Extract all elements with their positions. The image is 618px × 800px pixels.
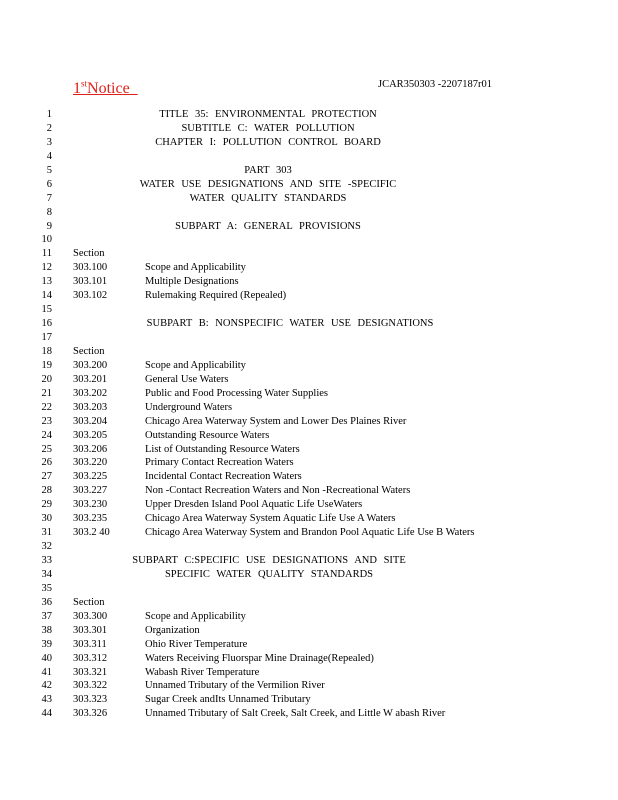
section-number: 303.322 (73, 680, 108, 692)
document-line (0, 387, 618, 401)
document-line (0, 192, 618, 206)
line-number: 2 (46, 122, 52, 134)
line-number: 6 (46, 178, 52, 190)
section-number: 303.323 (73, 694, 108, 706)
section-number: 303.205 (73, 429, 108, 441)
section-number: 303.203 (73, 401, 108, 413)
line-number: 31 (41, 527, 52, 539)
line-number: 27 (41, 471, 52, 483)
section-number: 303.225 (73, 471, 108, 483)
section-title: Outstanding Resource Waters (145, 429, 270, 441)
section-number: 303.100 (73, 262, 108, 274)
document-line (0, 693, 618, 707)
heading-text: SUBPART B: NONSPECIFIC WATER USE DESIGNATIONS (146, 318, 434, 330)
document-line (0, 554, 618, 568)
section-title: Wabash River Temperature (145, 666, 260, 678)
section-number: 303.301 (73, 624, 108, 636)
line-number: 16 (41, 318, 52, 330)
section-title: Ohio River Temperature (145, 638, 248, 650)
heading-text: TITLE 35: ENVIRONMENTAL PROTECTION (159, 109, 377, 120)
section-number: 303.311 (73, 638, 107, 650)
line-number: 18 (41, 345, 52, 357)
line-number: 15 (41, 304, 52, 316)
line-number: 4 (46, 150, 52, 162)
document-line (0, 220, 618, 234)
section-title: Upper Dresden Island Pool Aquatic Life UseWaters (145, 499, 363, 511)
line-number: 3 (46, 136, 52, 148)
line-number: 41 (41, 666, 52, 678)
line-number: 9 (46, 220, 52, 232)
section-number: 303.321 (73, 666, 108, 678)
document-line (0, 666, 618, 680)
section-number: 303.101 (73, 276, 108, 288)
section-title: Underground Waters (145, 401, 233, 413)
section-title: Primary Contact Recreation Waters (145, 457, 294, 469)
line-number: 36 (41, 596, 52, 608)
line-number: 1 (46, 109, 52, 120)
heading-text: SPECIFIC WATER QUALITY STANDARDS (164, 568, 374, 580)
document-line (0, 359, 618, 373)
document-line (0, 150, 618, 164)
line-number: 5 (46, 164, 52, 176)
section-number: Section (73, 248, 105, 260)
document-line (0, 317, 618, 331)
line-number: 26 (41, 457, 52, 469)
heading-text: WATER QUALITY STANDARDS (189, 192, 347, 204)
section-title: Incidental Contact Recreation Waters (145, 471, 302, 483)
document-line (0, 164, 618, 178)
document-line (0, 512, 618, 526)
heading-text: SUBPART C:SPECIFIC USE DESIGNATIONS AND SITE (132, 555, 406, 566)
line-number: 11 (41, 248, 52, 260)
notice-superscript: st (81, 79, 88, 89)
line-number: 25 (41, 443, 52, 455)
section-title: Chicago Area Waterway System Aquatic Life Use A Waters (145, 513, 396, 525)
section-title: Chicago Area Waterway System and Brandon Pool Aquatic Life Use B Waters (145, 527, 475, 539)
line-number: 37 (41, 610, 52, 622)
document-line (0, 652, 618, 666)
line-number: 38 (41, 624, 52, 636)
section-title: Multiple Designations (145, 276, 239, 288)
line-number: 19 (41, 359, 52, 371)
section-number: 303.227 (73, 485, 108, 497)
section-title: Sugar Creek andIts Unnamed Tributary (145, 694, 311, 706)
document-line (0, 679, 618, 693)
section-number: 303.206 (73, 443, 108, 455)
section-number: 303.235 (73, 513, 108, 525)
line-number: 33 (41, 555, 52, 566)
section-title: Chicago Area Waterway System and Lower Des Plaines River (145, 415, 407, 427)
section-title: Public and Food Processing Water Supplies (145, 387, 328, 399)
section-number: 303.326 (73, 708, 108, 720)
document-code: JCAR350303 -2207187r01 (378, 79, 493, 90)
line-number: 40 (41, 652, 52, 664)
line-number: 42 (41, 680, 52, 692)
document-line (0, 443, 618, 457)
heading-text: SUBTITLE C: WATER POLLUTION (181, 122, 355, 134)
section-title: General Use Waters (145, 373, 229, 385)
document-line (0, 289, 618, 303)
section-number: Section (73, 345, 105, 357)
document-line (0, 233, 618, 247)
section-number: 303.200 (73, 359, 108, 371)
line-number: 34 (41, 568, 52, 580)
line-number: 30 (41, 513, 52, 525)
line-number: 8 (46, 206, 52, 218)
document-line (0, 456, 618, 470)
section-title: Scope and Applicability (145, 359, 246, 371)
document-line (0, 610, 618, 624)
line-number: 7 (46, 192, 52, 204)
document-line (0, 707, 618, 721)
line-number: 14 (41, 290, 52, 302)
line-number: 44 (41, 708, 52, 720)
document-line (0, 526, 618, 540)
line-number: 10 (41, 234, 52, 246)
document-line (0, 373, 618, 387)
document-line (0, 470, 618, 484)
section-title: Organization (145, 624, 200, 636)
line-number: 28 (41, 485, 52, 497)
section-number: 303.102 (73, 290, 108, 302)
document-line (0, 401, 618, 415)
section-title: Unnamed Tributary of the Vermilion River (145, 680, 325, 692)
document-line (0, 568, 618, 582)
document-line (0, 540, 618, 554)
document-line (0, 247, 618, 261)
document-line (0, 582, 618, 596)
heading-text: CHAPTER I: POLLUTION CONTROL BOARD (155, 136, 381, 148)
line-number: 39 (41, 638, 52, 650)
section-number: 303.2 40 (73, 527, 110, 539)
section-number: 303.300 (73, 610, 108, 622)
document-line (0, 498, 618, 512)
document-line (0, 178, 618, 192)
line-number: 21 (41, 387, 52, 399)
document-line (0, 331, 618, 345)
section-title: Scope and Applicability (145, 610, 246, 622)
line-number: 32 (41, 541, 52, 553)
document-line (0, 484, 618, 498)
line-number: 23 (41, 415, 52, 427)
document-line (0, 122, 618, 136)
document-line (0, 303, 618, 317)
document-line (0, 638, 618, 652)
line-number: 35 (41, 582, 52, 594)
section-title: Rulemaking Required (Repealed) (145, 290, 287, 302)
document-line (0, 206, 618, 220)
section-title: List of Outstanding Resource Waters (145, 443, 300, 455)
document-line (0, 275, 618, 289)
document-line (0, 261, 618, 275)
document-line (0, 108, 618, 122)
section-number: 303.220 (73, 457, 108, 469)
section-number: Section (73, 596, 105, 608)
section-title: Non -Contact Recreation Waters and Non -Recreational Waters (145, 485, 411, 497)
line-number: 43 (41, 694, 52, 706)
line-number: 20 (41, 373, 52, 385)
document-line (0, 136, 618, 150)
document-line (0, 624, 618, 638)
notice-prefix: 1 (73, 80, 81, 98)
heading-text: WATER USE DESIGNATIONS AND SITE -SPECIFIC (139, 178, 397, 190)
line-number: 13 (41, 276, 52, 288)
line-number: 22 (41, 401, 52, 413)
section-title: Scope and Applicability (145, 262, 246, 274)
section-number: 303.312 (73, 652, 108, 664)
section-title: Waters Receiving Fluorspar Mine Drainage(Repealed) (145, 652, 374, 664)
document-body (0, 108, 618, 721)
section-number: 303.201 (73, 373, 108, 385)
section-title: Unnamed Tributary of Salt Creek, Salt Creek, and Little W abash River (145, 708, 446, 720)
document-line (0, 415, 618, 429)
document-line (0, 596, 618, 610)
line-number: 12 (41, 262, 52, 274)
section-number: 303.230 (73, 499, 108, 511)
heading-text: SUBPART A: GENERAL PROVISIONS (175, 220, 361, 232)
line-number: 29 (41, 499, 52, 511)
section-number: 303.202 (73, 387, 108, 399)
notice-word: Notice (87, 80, 130, 98)
document-line (0, 429, 618, 443)
line-number: 24 (41, 429, 52, 441)
section-number: 303.204 (73, 415, 108, 427)
document-line (0, 345, 618, 359)
heading-text: PART 303 (244, 164, 292, 176)
line-number: 17 (41, 332, 52, 343)
notice-label (73, 74, 138, 99)
